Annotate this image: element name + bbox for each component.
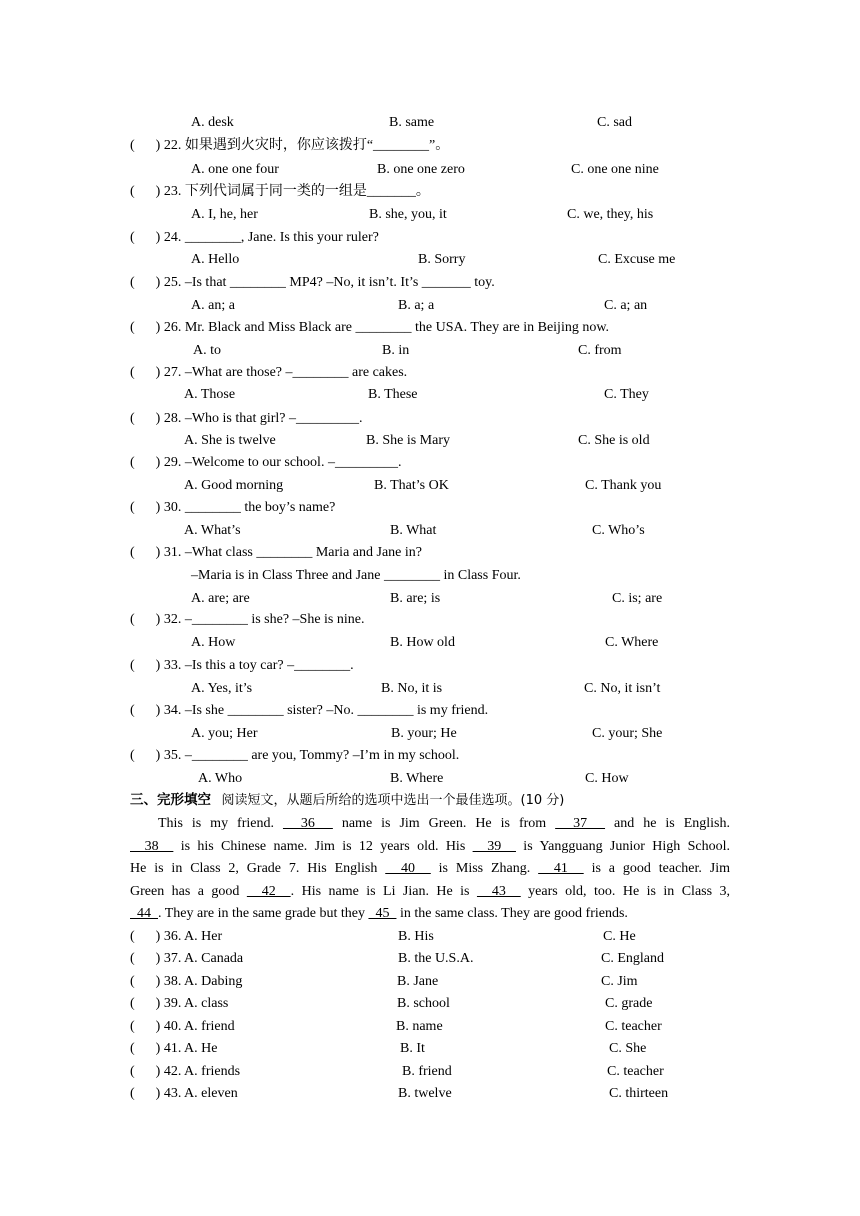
q28-option-a: A. She is twelve bbox=[184, 433, 276, 448]
q35-option-b: B. Where bbox=[390, 771, 444, 786]
q33-option-b: B. No, it is bbox=[381, 681, 443, 696]
blank-39: 39 bbox=[472, 838, 516, 854]
q27-option-a: A. Those bbox=[184, 387, 236, 402]
q31-option-a: A. are; are bbox=[191, 591, 250, 606]
q25-stem: ( ) 25. –Is that ________ MP4? –No, it isn’t. It’s _______ toy. bbox=[130, 275, 495, 290]
cloze-42-option-b: B. friend bbox=[402, 1064, 452, 1079]
q35-stem: ( ) 35. –________ are you, Tommy? –I’m in my school. bbox=[130, 748, 460, 763]
blank-38: 38 bbox=[130, 838, 174, 854]
q24-option-a: A. Hello bbox=[191, 252, 240, 267]
q24-stem: ( ) 24. ________, Jane. Is this your ruler? bbox=[130, 230, 379, 245]
q35-option-c: C. How bbox=[585, 771, 629, 786]
q33-option-a: A. Yes, it’s bbox=[191, 681, 253, 696]
cloze-40-option-b: B. name bbox=[396, 1019, 443, 1034]
q26-stem: ( ) 26. Mr. Black and Miss Black are ________ the USA. They are in Beijing now. bbox=[130, 320, 610, 335]
q30-option-c: C. Who’s bbox=[592, 523, 645, 538]
q31-stem-continued: –Maria is in Class Three and Jane ________ in Class Four. bbox=[191, 568, 521, 583]
q27-option-c: C. They bbox=[604, 387, 649, 402]
cloze-39: ( ) 39. A. class bbox=[130, 996, 229, 1011]
passage-line-4: Green has a good 42 . His name is Li Jian. He is 43 years old, too. He is in Class 3, bbox=[130, 883, 730, 899]
q33-option-c: C. No, it isn’t bbox=[584, 681, 661, 696]
q31-option-b: B. are; is bbox=[390, 591, 441, 606]
blank-44: 44 bbox=[130, 906, 158, 921]
q26-option-b: B. in bbox=[382, 343, 410, 358]
q34-option-b: B. your; He bbox=[391, 726, 457, 741]
q33-stem: ( ) 33. –Is this a toy car? –________. bbox=[130, 658, 354, 673]
q29-stem: ( ) 29. –Welcome to our school. –_________. bbox=[130, 455, 402, 470]
cloze-38: ( ) 38. A. Dabing bbox=[130, 974, 243, 989]
passage-line-3: He is in Class 2, Grade 7. His English 40 is Miss Zhang. 41 is a good teacher. Jim bbox=[130, 861, 731, 876]
cloze-41: ( ) 41. A. He bbox=[130, 1041, 218, 1056]
q28-stem: ( ) 28. –Who is that girl? –_________. bbox=[130, 411, 363, 426]
q34-option-c: C. your; She bbox=[592, 726, 663, 741]
cloze-37-option-c: C. England bbox=[601, 951, 664, 966]
q29-option-b: B. That’s OK bbox=[374, 478, 449, 493]
q32-option-b: B. How old bbox=[390, 635, 455, 650]
cloze-42-option-c: C. teacher bbox=[607, 1064, 664, 1079]
q23-option-c: C. we, they, his bbox=[567, 207, 654, 222]
cloze-43-option-b: B. twelve bbox=[398, 1086, 452, 1101]
cloze-40: ( ) 40. A. friend bbox=[130, 1019, 235, 1034]
q26-option-c: C. from bbox=[578, 343, 622, 358]
blank-41: 41 bbox=[538, 861, 584, 876]
q22-stem: ( ) 22. 如果遇到火灾时，你应该拨打“________”。 bbox=[130, 138, 450, 153]
q27-option-b: B. These bbox=[368, 387, 418, 402]
cloze-36: ( ) 36. A. Her bbox=[130, 929, 223, 944]
cloze-37: ( ) 37. A. Canada bbox=[130, 951, 244, 966]
q25-option-b: B. a; a bbox=[398, 298, 435, 313]
q21-option-c: C. sad bbox=[597, 115, 632, 130]
cloze-39-option-c: C. grade bbox=[605, 996, 653, 1011]
blank-43: 43 bbox=[476, 883, 521, 899]
q24-option-c: C. Excuse me bbox=[598, 252, 676, 267]
q22-option-b: B. one one zero bbox=[377, 162, 465, 177]
q22-option-c: C. one one nine bbox=[571, 162, 659, 177]
cloze-43: ( ) 43. A. eleven bbox=[130, 1086, 238, 1101]
q32-option-a: A. How bbox=[191, 635, 236, 650]
blank-36: 36 bbox=[282, 816, 333, 831]
cloze-43-option-c: C. thirteen bbox=[609, 1086, 669, 1101]
cloze-passage bbox=[130, 813, 730, 926]
q34-option-a: A. you; Her bbox=[191, 726, 258, 741]
q26-option-a: A. to bbox=[193, 343, 221, 358]
q30-option-b: B. What bbox=[390, 523, 437, 538]
cloze-36-option-c: C. He bbox=[603, 929, 636, 944]
cloze-40-option-c: C. teacher bbox=[605, 1019, 662, 1034]
q31-option-c: C. is; are bbox=[612, 591, 663, 606]
q34-stem: ( ) 34. –Is she ________ sister? –No. ________ is my friend. bbox=[130, 703, 489, 718]
q31-stem: ( ) 31. –What class ________ Maria and Jane in? bbox=[130, 545, 422, 560]
q22-option-a: A. one one four bbox=[191, 162, 279, 177]
blank-45: 45 bbox=[368, 906, 397, 921]
cloze-37-option-b: B. the U.S.A. bbox=[398, 951, 474, 966]
q29-option-a: A. Good morning bbox=[184, 478, 284, 493]
passage-line-2: 38 is his Chinese name. Jim is 12 years old. His 39 is Yangguang Junior High School. bbox=[130, 838, 730, 854]
q32-option-c: C. Where bbox=[605, 635, 659, 650]
q23-stem: ( ) 23. 下列代词属于同一类的一组是_______。 bbox=[130, 184, 430, 199]
q25-option-a: A. an; a bbox=[191, 298, 235, 313]
cloze-39-option-b: B. school bbox=[397, 996, 450, 1011]
q24-option-b: B. Sorry bbox=[418, 252, 466, 267]
q30-option-a: A. What’s bbox=[184, 523, 241, 538]
section3-heading bbox=[130, 791, 564, 810]
passage-line-1: This is my friend. 36 name is Jim Green. He is from 37 and he is English. bbox=[158, 816, 730, 831]
blank-42: 42 bbox=[246, 883, 291, 899]
cloze-41-option-c: C. She bbox=[609, 1041, 647, 1056]
q28-option-b: B. She is Mary bbox=[366, 433, 450, 448]
q21-option-a: A. desk bbox=[191, 115, 234, 130]
section3-title: 三、完形填空 bbox=[130, 792, 211, 808]
q21-option-b: B. same bbox=[389, 115, 435, 130]
cloze-42: ( ) 42. A. friends bbox=[130, 1064, 241, 1079]
q30-stem: ( ) 30. ________ the boy’s name? bbox=[130, 500, 336, 515]
q29-option-c: C. Thank you bbox=[585, 478, 662, 493]
cloze-36-option-b: B. His bbox=[398, 929, 434, 944]
q25-option-c: C. a; an bbox=[604, 298, 648, 313]
cloze-41-option-b: B. It bbox=[400, 1041, 425, 1056]
q35-option-a: A. Who bbox=[198, 771, 243, 786]
q28-option-c: C. She is old bbox=[578, 433, 650, 448]
q32-stem: ( ) 32. –________ is she? –She is nine. bbox=[130, 612, 365, 627]
section3-instruction: 阅读短文，从题后所给的选项中选出一个最佳选项。(10 分) bbox=[221, 793, 565, 808]
blank-40: 40 bbox=[385, 861, 431, 876]
q27-stem: ( ) 27. –What are those? –________ are cakes. bbox=[130, 365, 408, 380]
cloze-38-option-c: C. Jim bbox=[601, 974, 638, 989]
q23-option-a: A. I, he, her bbox=[191, 207, 258, 222]
blank-37: 37 bbox=[555, 816, 606, 831]
q23-option-b: B. she, you, it bbox=[369, 207, 447, 222]
cloze-38-option-b: B. Jane bbox=[397, 974, 439, 989]
passage-line-5: 44 . They are in the same grade but they 45 in the same class. They are good friends. bbox=[130, 906, 628, 921]
